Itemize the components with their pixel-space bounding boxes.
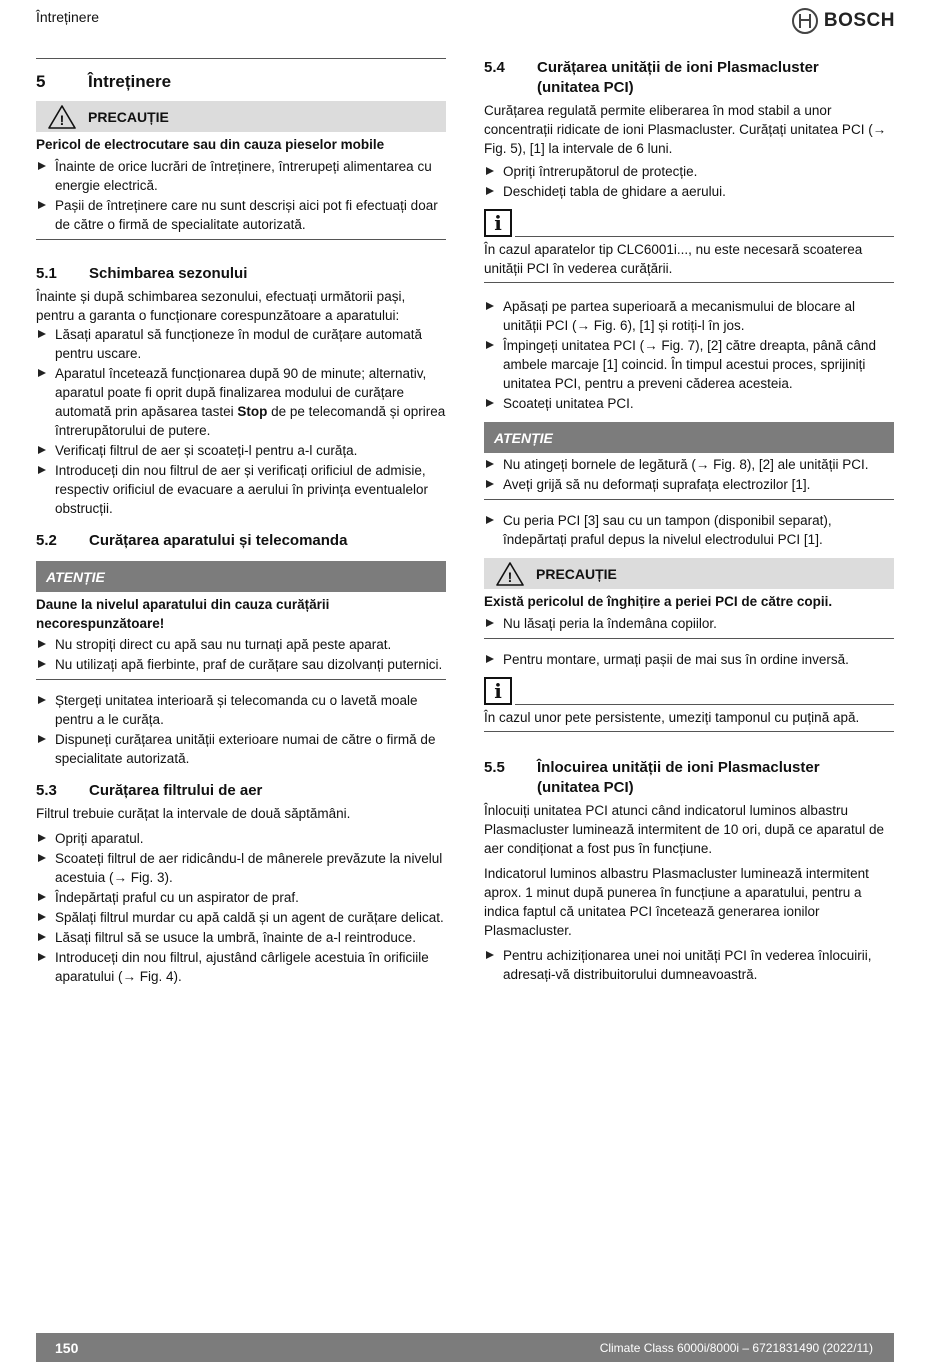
list-item: Spălați filtrul murdar cu apă caldă și un agent de curățare delicat. (36, 908, 446, 927)
caution-label: PRECAUȚIE (88, 108, 169, 125)
list-item: Introduceți din nou filtrul, ajustând cârligele acestuia în orificiile aparatului (→ Fig. 4). (36, 948, 446, 986)
list-item: Cu peria PCI [3] sau cu un tampon (disponibil separat), îndepărtați praful depus la nivelul electrodului PCI [1]. (484, 511, 894, 549)
attention-bar: ATENȚIE (484, 422, 894, 453)
list-item: Dispuneți curățarea unității exterioare numai de către o firmă de specialitate autorizată. (36, 730, 446, 768)
svg-text:!: ! (507, 568, 513, 585)
list-item: Deschideți tabla de ghidare a aerului. (484, 182, 894, 201)
list-item: Scoateți filtrul de aer ridicându-l de mânerele prevăzute la nivelul acestuia (→ Fig. 3). (36, 849, 446, 887)
list-item: Scoateți unitatea PCI. (484, 394, 894, 413)
section-5-2-heading: 5.2 Curățarea aparatului și telecomanda (36, 532, 348, 549)
info-block-stains (484, 677, 894, 732)
warning-triangle-icon (36, 104, 88, 130)
list-item: Îndepărtați praful cu un aspirator de praf. (36, 888, 446, 907)
info-icon: i (484, 209, 512, 237)
caution-bar (484, 558, 894, 589)
paragraph: Indicatorul luminos albastru Plasmacluster luminează intermitent aprox. 1 minut după punerea în funcțiune a aparatului, pentru a indica faptul că unitatea PCI încetează generarea ionilor Plasmacluster. (484, 866, 869, 938)
section-5-3-intro: Filtrul trebuie curățat la intervale de două săptămâni. (36, 806, 351, 821)
section-5-3-heading: 5.3 Curățarea filtrului de aer (36, 782, 263, 799)
list-item: Lăsați filtrul să se usuce la umbră, înainte de a-l reintroduce. (36, 928, 446, 947)
brand-name: BOSCH (823, 10, 895, 31)
list-item: Opriți întrerupătorul de protecție. (484, 162, 894, 181)
right-column (484, 58, 894, 985)
list-item: Verificați filtrul de aer și scoateți-l pentru a-l curăța. (36, 441, 446, 460)
page-footer (36, 1333, 894, 1362)
list-item: Pașii de întreținere care nu sunt descriși aici pot fi efectuați doar de către o firmă de specialitate autorizată. (36, 196, 446, 234)
info-icon: i (484, 677, 512, 705)
section-5-4-heading: 5.4 Curățarea unității de ioni Plasmacluster (unitatea PCI) (484, 59, 819, 96)
section-5-1-heading: 5.1 Schimbarea sezonului (36, 265, 248, 282)
list-item: Înainte de orice lucrări de întreținere, întrerupeți alimentarea cu energie electrică. (36, 157, 446, 195)
caution-label: PRECAUȚIE (536, 565, 617, 582)
list-item: Ștergeți unitatea interioară și telecomanda cu o lavetă moale pentru a le curăța. (36, 691, 446, 729)
section-5-5-heading: 5.5 Înlocuirea unității de ioni Plasmacluster (unitatea PCI) (484, 759, 820, 796)
caution-heading: Există pericolul de înghițire a periei PCI de către copii. (484, 594, 833, 609)
document-reference: Climate Class 6000i/8000i – 6721831490 (2022/11) (599, 1340, 873, 1355)
list-item: Aparatul încetează funcționarea după 90 de minute; alternativ, aparatul poate fi oprit după finalizarea modului de curățare automată prin apăsarea tastei Stop de pe telecomandă și oprirea întrerupătorului de putere. (36, 364, 446, 440)
list-item: Nu atingeți bornele de legătură (→ Fig. 8), [2] ale unității PCI. (484, 455, 894, 474)
caution-block-brush (484, 558, 894, 639)
list-item: Nu lăsați peria la îndemâna copiilor. (484, 614, 894, 633)
attention-block-electrodes (484, 422, 894, 500)
info-block-clc6001i (484, 209, 894, 283)
svg-text:!: ! (59, 111, 65, 128)
caution-block-electrocution (36, 101, 446, 240)
caution-bar (36, 101, 446, 132)
running-header-title: Întreținere (36, 9, 100, 25)
list-item: Apăsați pe partea superioară a mecanismului de blocare al unității PCI (→ Fig. 6), [1] și rotiți-l în jos. (484, 297, 894, 335)
list-item: Lăsați aparatul să funcționeze în modul de curățare automată pentru uscare. (36, 325, 446, 363)
left-column (36, 58, 446, 987)
caution-heading: Pericol de electrocutare sau din cauza pieselor mobile (36, 137, 385, 152)
bosch-logo (792, 8, 895, 34)
list-item: Nu stropiți direct cu apă sau nu turnați apă peste aparat. (36, 635, 446, 654)
info-text: În cazul aparatelor tip CLC6001i..., nu este necesară scoaterea unității PCI în vederea curățării. (484, 242, 863, 276)
bosch-armature-icon (792, 8, 818, 34)
list-item: Introduceți din nou filtrul de aer și verificați orificiul de admisie, respectiv orificiul de evacuare a aerului în privința eventualelor obstrucții. (36, 461, 446, 518)
info-text: În cazul unor pete persistente, umeziți tamponul cu puțină apă. (484, 710, 860, 725)
attention-bar: ATENȚIE (36, 561, 446, 592)
section-5-4-intro: Curățarea regulată permite eliberarea în mod stabil a unor concentrații ridicate de ioni Plasmacluster. Curățați unitatea PCI (→ Fig. 5), [1] la intervale de 6 luni. (484, 103, 887, 156)
list-item: Nu utilizați apă fierbinte, praf de curățare sau dizolvanți puternici. (36, 655, 446, 674)
list-item: Pentru montare, urmați pașii de mai sus în ordine inversă. (484, 650, 894, 669)
attention-block-cleaning (36, 561, 446, 680)
list-item: Opriți aparatul. (36, 829, 446, 848)
paragraph: Înlocuiți unitatea PCI atunci când indicatorul luminos albastru Plasmacluster luminează intermitent de 10 ori, după ce aparatul de aer condiționat a fost pus în funcțiune. (484, 803, 884, 856)
list-item: Pentru achiziționarea unei noi unități PCI în vederea înlocuirii, adresați-vă distribuitorului dumneavoastră. (484, 946, 894, 984)
warning-triangle-icon (484, 561, 536, 587)
list-item: Împingeți unitatea PCI (→ Fig. 7), [2] către dreapta, până când ambele marcaje [1] coincid. În timpul acestui proces, sprijiniți unitatea PCI, pentru a preveni căderea acesteia. (484, 336, 894, 393)
section-5-heading: 5 Întreținere (36, 72, 172, 91)
section-5-1-intro: Înainte și după schimbarea sezonului, efectuați următorii pași, pentru a garanta o funcționare corespunzătoare a aparatului: (36, 289, 406, 323)
page-number: 150 (55, 1339, 79, 1356)
list-item: Aveți grijă să nu deformați suprafața electrozilor [1]. (484, 475, 894, 494)
attention-heading: Daune la nivelul aparatului din cauza curățării necorespunzătoare! (36, 597, 330, 631)
